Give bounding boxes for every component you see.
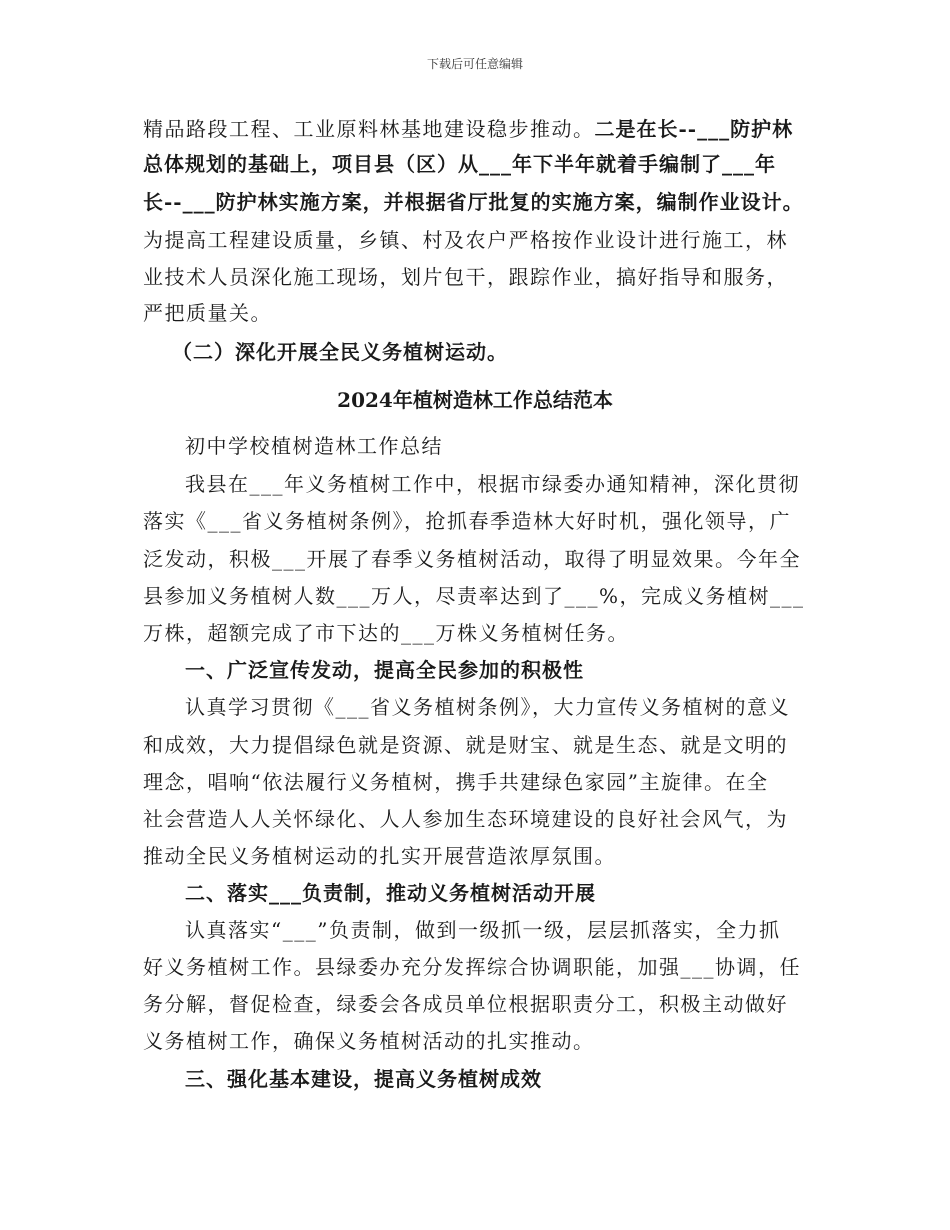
section-heading: 二、落实___负责制，推动义务植树活动开展 [185,881,596,905]
body-line: 为提高工程建设质量，乡镇、村及农户严格按作业设计进行施工，林 [143,228,788,252]
body-line: 业技术人员深化施工现场，划片包干，跟踪作业，搞好指导和服务， [143,265,788,289]
body-line: 县参加义务植树人数___万人，尽责率达到了___%，完成义务植树___ [143,584,805,608]
body-line: 好义务植树工作。县绿委办充分发挥综合协调职能，加强___协调，任 [143,955,801,979]
body-line: 万株，超额完成了市下达的___万株义务植树任务。 [143,621,629,645]
body-line: 严把质量关。 [143,301,272,325]
body-line: 总体规划的基础上，项目县（区）从___年下半年就着手编制了___年 [143,152,776,176]
body-line: 长--___防护林实施方案，并根据省厅批复的实施方案，编制作业设计。 [143,190,804,214]
document-title: 2024年植树造林工作总结范本 [337,388,613,412]
body-line: 推动全民义务植树运动的扎实开展营造浓厚氛围。 [143,844,616,868]
body-line: 落实《___省义务植树条例》，抢抓春季造林大好时机，强化领导，广 [143,509,791,533]
body-line: 认真落实“___”负责制，做到一级抓一级，层层抓落实，全力抓 [185,918,781,942]
body-line: 精品路段工程、工业原料林基地建设稳步推动。二是在长--___防护林 [143,117,794,141]
section-heading: 一、广泛宣传发动，提高全民参加的积极性 [185,658,584,682]
body-line: 社会营造人人关怀绿化、人人参加生态环境建设的良好社会风气，为 [143,807,788,831]
body-line: 泛发动，积极___开展了春季义务植树活动，取得了明显效果。今年全 [143,547,801,571]
page-header: 下载后可任意编辑 [426,57,523,71]
body-line: 和成效，大力提倡绿色就是资源、就是财宝、就是生态、就是文明的 [143,733,788,757]
subtitle: 初中学校植树造林工作总结 [185,434,443,458]
body-line: 务分解，督促检查，绿委会各成员单位根据职责分工，积极主动做好 [143,992,788,1016]
body-line: 理念，唱响“依法履行义务植树，携手共建绿色家园”主旋律。在全 [143,770,769,794]
body-line: 义务植树工作，确保义务植树活动的扎实推动。 [143,1029,595,1053]
body-line: 认真学习贯彻《___省义务植树条例》，大力宣传义务植树的意义 [185,695,790,719]
section-heading: （二）深化开展全民义务植树运动。 [172,340,508,364]
body-line: 我县在___年义务植树工作中，根据市绿委办通知精神，深化贯彻 [185,472,800,496]
section-heading: 三、强化基本建设，提高义务植树成效 [185,1067,542,1091]
